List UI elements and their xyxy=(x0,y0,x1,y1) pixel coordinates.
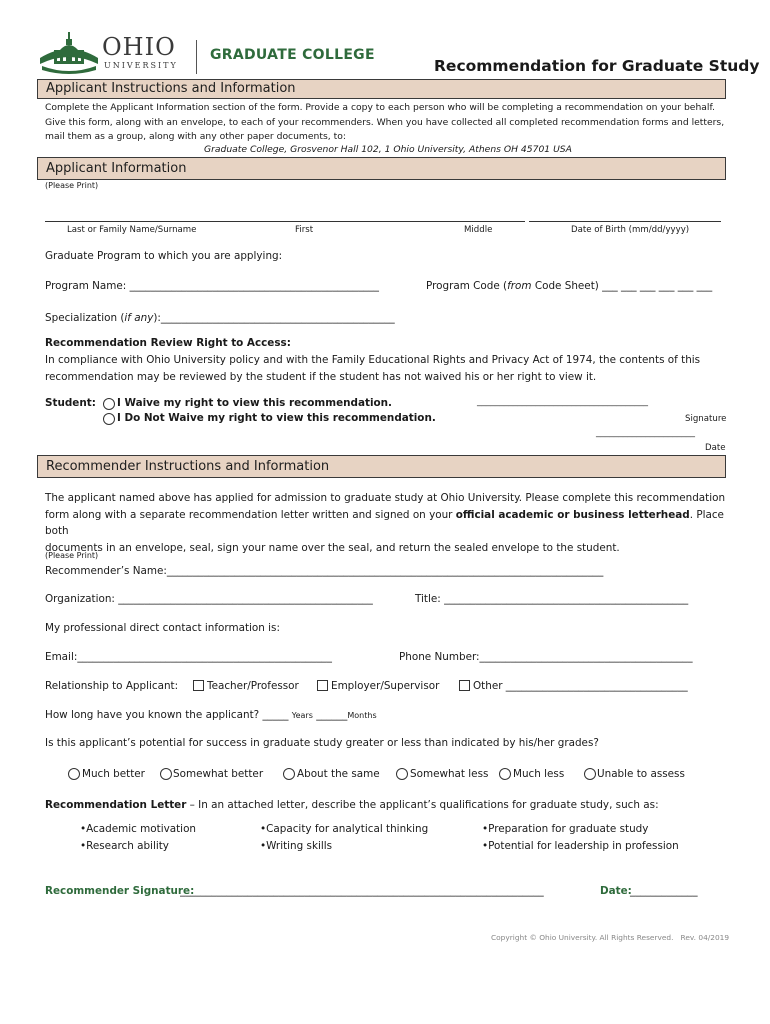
logo-wordmark-university: UNIVERSITY xyxy=(104,61,178,70)
title-field[interactable]: Title: _______________________________________________ xyxy=(415,593,689,605)
graduate-college-label: GRADUATE COLLEGE xyxy=(210,47,375,63)
recommender-signature-line[interactable]: ______________________________________________________________________ xyxy=(180,885,544,897)
recommender-date-label: Date: xyxy=(600,885,632,897)
about-same-label: About the same xyxy=(297,768,380,780)
organization-field[interactable]: Organization: _________________________________________________ xyxy=(45,593,373,605)
recommender-intro-line-2 xyxy=(45,507,745,540)
mailing-address: Graduate College, Grosvenor Hall 102, 1 Ohio University, Athens OH 45701 USA xyxy=(204,144,572,155)
recommender-intro xyxy=(45,490,745,556)
employer-supervisor-label: Employer/Supervisor xyxy=(331,680,440,692)
please-print-note: (Please Print) xyxy=(45,181,99,190)
program-code-prefix: Program Code ( xyxy=(426,280,508,292)
student-signature-label: Signature xyxy=(685,414,727,424)
student-label: Student: xyxy=(45,397,96,409)
review-right-line-2: recommendation may be reviewed by the student if the student has not waived his or her right to view it. xyxy=(45,370,597,383)
student-date-line[interactable]: ______________________ xyxy=(596,428,695,438)
relationship-label: Relationship to Applicant: xyxy=(45,680,179,692)
seal-icon xyxy=(38,30,100,74)
specialization-if-any: if any xyxy=(124,312,154,324)
quality-research-ability: •Research ability xyxy=(80,840,169,852)
section-applicant-instructions-header: Applicant Instructions and Information xyxy=(37,79,726,99)
recommender-date-line[interactable]: _____________ xyxy=(630,885,698,897)
applicant-name-input-line[interactable] xyxy=(45,221,525,222)
program-code-from: from xyxy=(507,280,532,292)
form-title: Recommendation for Graduate Study xyxy=(434,57,760,75)
label-date-of-birth: Date of Birth (mm/dd/yyyy) xyxy=(571,225,690,235)
label-last-name: Last or Family Name/Surname xyxy=(67,225,197,235)
unable-to-assess-radio[interactable] xyxy=(584,768,596,780)
recommendation-letter-label: Recommendation Letter xyxy=(45,799,187,811)
how-long-prefix: How long have you known the applicant? _____ xyxy=(45,709,289,721)
student-signature-line[interactable]: ______________________________________ xyxy=(477,397,648,407)
quality-preparation: •Preparation for graduate study xyxy=(482,823,649,835)
recommender-intro-line-1: The applicant named above has applied for admission to graduate study at Ohio University. Please complete this recommendation xyxy=(45,492,726,504)
quality-writing-skills: •Writing skills xyxy=(260,840,333,852)
graduate-program-question: Graduate Program to which you are applying: xyxy=(45,250,283,262)
specialization-field[interactable] xyxy=(45,312,395,324)
how-long-months-line: ______ xyxy=(316,709,348,721)
label-middle-name: Middle xyxy=(464,225,493,235)
program-code-field[interactable] xyxy=(426,280,712,292)
do-not-waive-option-label: I Do Not Waive my right to view this recommendation. xyxy=(117,412,436,424)
instructions-text xyxy=(45,101,735,145)
quality-analytical-thinking: •Capacity for analytical thinking xyxy=(260,823,429,835)
much-better-radio[interactable] xyxy=(68,768,80,780)
recommendation-letter-text: – In an attached letter, describe the applicant’s qualifications for graduate study, such as: xyxy=(186,799,659,811)
instructions-line-2: Give this form, along with an envelope, to each of your recommenders. When you have collected all completed recommendation forms and letters, xyxy=(45,116,725,128)
section-recommender-instructions-header: Recommender Instructions and Information xyxy=(37,455,726,478)
waive-radio[interactable] xyxy=(103,398,115,410)
intro2-part-c: . Place both xyxy=(45,508,724,537)
section-applicant-information-header: Applicant Information xyxy=(37,157,726,180)
quality-leadership: •Potential for leadership in profession xyxy=(482,840,679,852)
recommender-signature-label: Recommender Signature: xyxy=(45,885,195,897)
unable-to-assess-label: Unable to assess xyxy=(597,768,685,780)
somewhat-less-label: Somewhat less xyxy=(410,768,489,780)
contact-info-intro: My professional direct contact information is: xyxy=(45,622,280,634)
program-code-suffix: Code Sheet) ___ ___ ___ ___ ___ ___ xyxy=(531,280,713,292)
much-less-radio[interactable] xyxy=(499,768,511,780)
about-same-radio[interactable] xyxy=(283,768,295,780)
somewhat-better-radio[interactable] xyxy=(160,768,172,780)
intro2-letterhead: official academic or business letterhead xyxy=(455,508,690,521)
review-right-line-1: In compliance with Ohio University policy and with the Family Educational Rights and Privacy Act of 1974, the contents of this xyxy=(45,354,701,366)
quality-academic-motivation: •Academic motivation xyxy=(80,823,197,835)
how-long-field[interactable] xyxy=(45,709,377,721)
label-first-name: First xyxy=(295,225,314,235)
header-divider xyxy=(196,40,197,74)
much-less-label: Much less xyxy=(513,768,565,780)
months-label: Months xyxy=(347,711,377,720)
somewhat-better-label: Somewhat better xyxy=(173,768,264,780)
much-better-label: Much better xyxy=(82,768,145,780)
instructions-line-1: Complete the Applicant Information section of the form. Provide a copy to each person who will be completing a recommendation on your behalf. xyxy=(45,102,715,113)
other-relationship-field[interactable]: Other ___________________________________ xyxy=(473,680,688,692)
employer-supervisor-checkbox[interactable] xyxy=(317,680,328,691)
ohio-university-logo xyxy=(38,30,188,74)
recommender-name-field[interactable]: Recommender’s Name:____________________________________________________________________________________ xyxy=(45,565,604,577)
recommender-intro-line-3: documents in an envelope, seal, sign your name over the seal, and return the sealed envelope to the student. xyxy=(45,541,620,554)
teacher-professor-label: Teacher/Professor xyxy=(207,680,299,692)
program-name-field[interactable]: Program Name: ________________________________________________ xyxy=(45,280,379,292)
waive-option-label: I Waive my right to view this recommendation. xyxy=(117,397,392,409)
student-date-label: Date xyxy=(705,443,726,453)
years-label: Years xyxy=(291,711,313,720)
review-right-text xyxy=(45,352,735,385)
potential-question: Is this applicant’s potential for success in graduate study greater or less than indicated by his/her grades? xyxy=(45,737,599,749)
instructions-line-3: mail them as a group, along with any other paper documents, to: xyxy=(45,131,346,142)
other-relationship-checkbox[interactable] xyxy=(459,680,470,691)
somewhat-less-radio[interactable] xyxy=(396,768,408,780)
do-not-waive-radio[interactable] xyxy=(103,413,115,425)
phone-field[interactable]: Phone Number:_________________________________________ xyxy=(399,651,693,663)
teacher-professor-checkbox[interactable] xyxy=(193,680,204,691)
intro2-part-a: form along with a separate recommendation letter written and signed on your xyxy=(45,508,456,521)
logo-wordmark-ohio: OHIO xyxy=(102,33,176,61)
specialization-suffix: ):_____________________________________________ xyxy=(153,312,395,324)
recommender-please-print: (Please Print) xyxy=(45,551,99,560)
recommendation-letter-instructions xyxy=(45,799,659,811)
review-right-title: Recommendation Review Right to Access: xyxy=(45,337,291,349)
email-field[interactable]: Email:_________________________________________________ xyxy=(45,651,332,663)
copyright-footer: Copyright © Ohio University. All Rights Reserved. Rev. 04/2019 xyxy=(491,933,730,942)
specialization-prefix: Specialization ( xyxy=(45,312,125,324)
date-of-birth-input-line[interactable] xyxy=(529,221,721,222)
